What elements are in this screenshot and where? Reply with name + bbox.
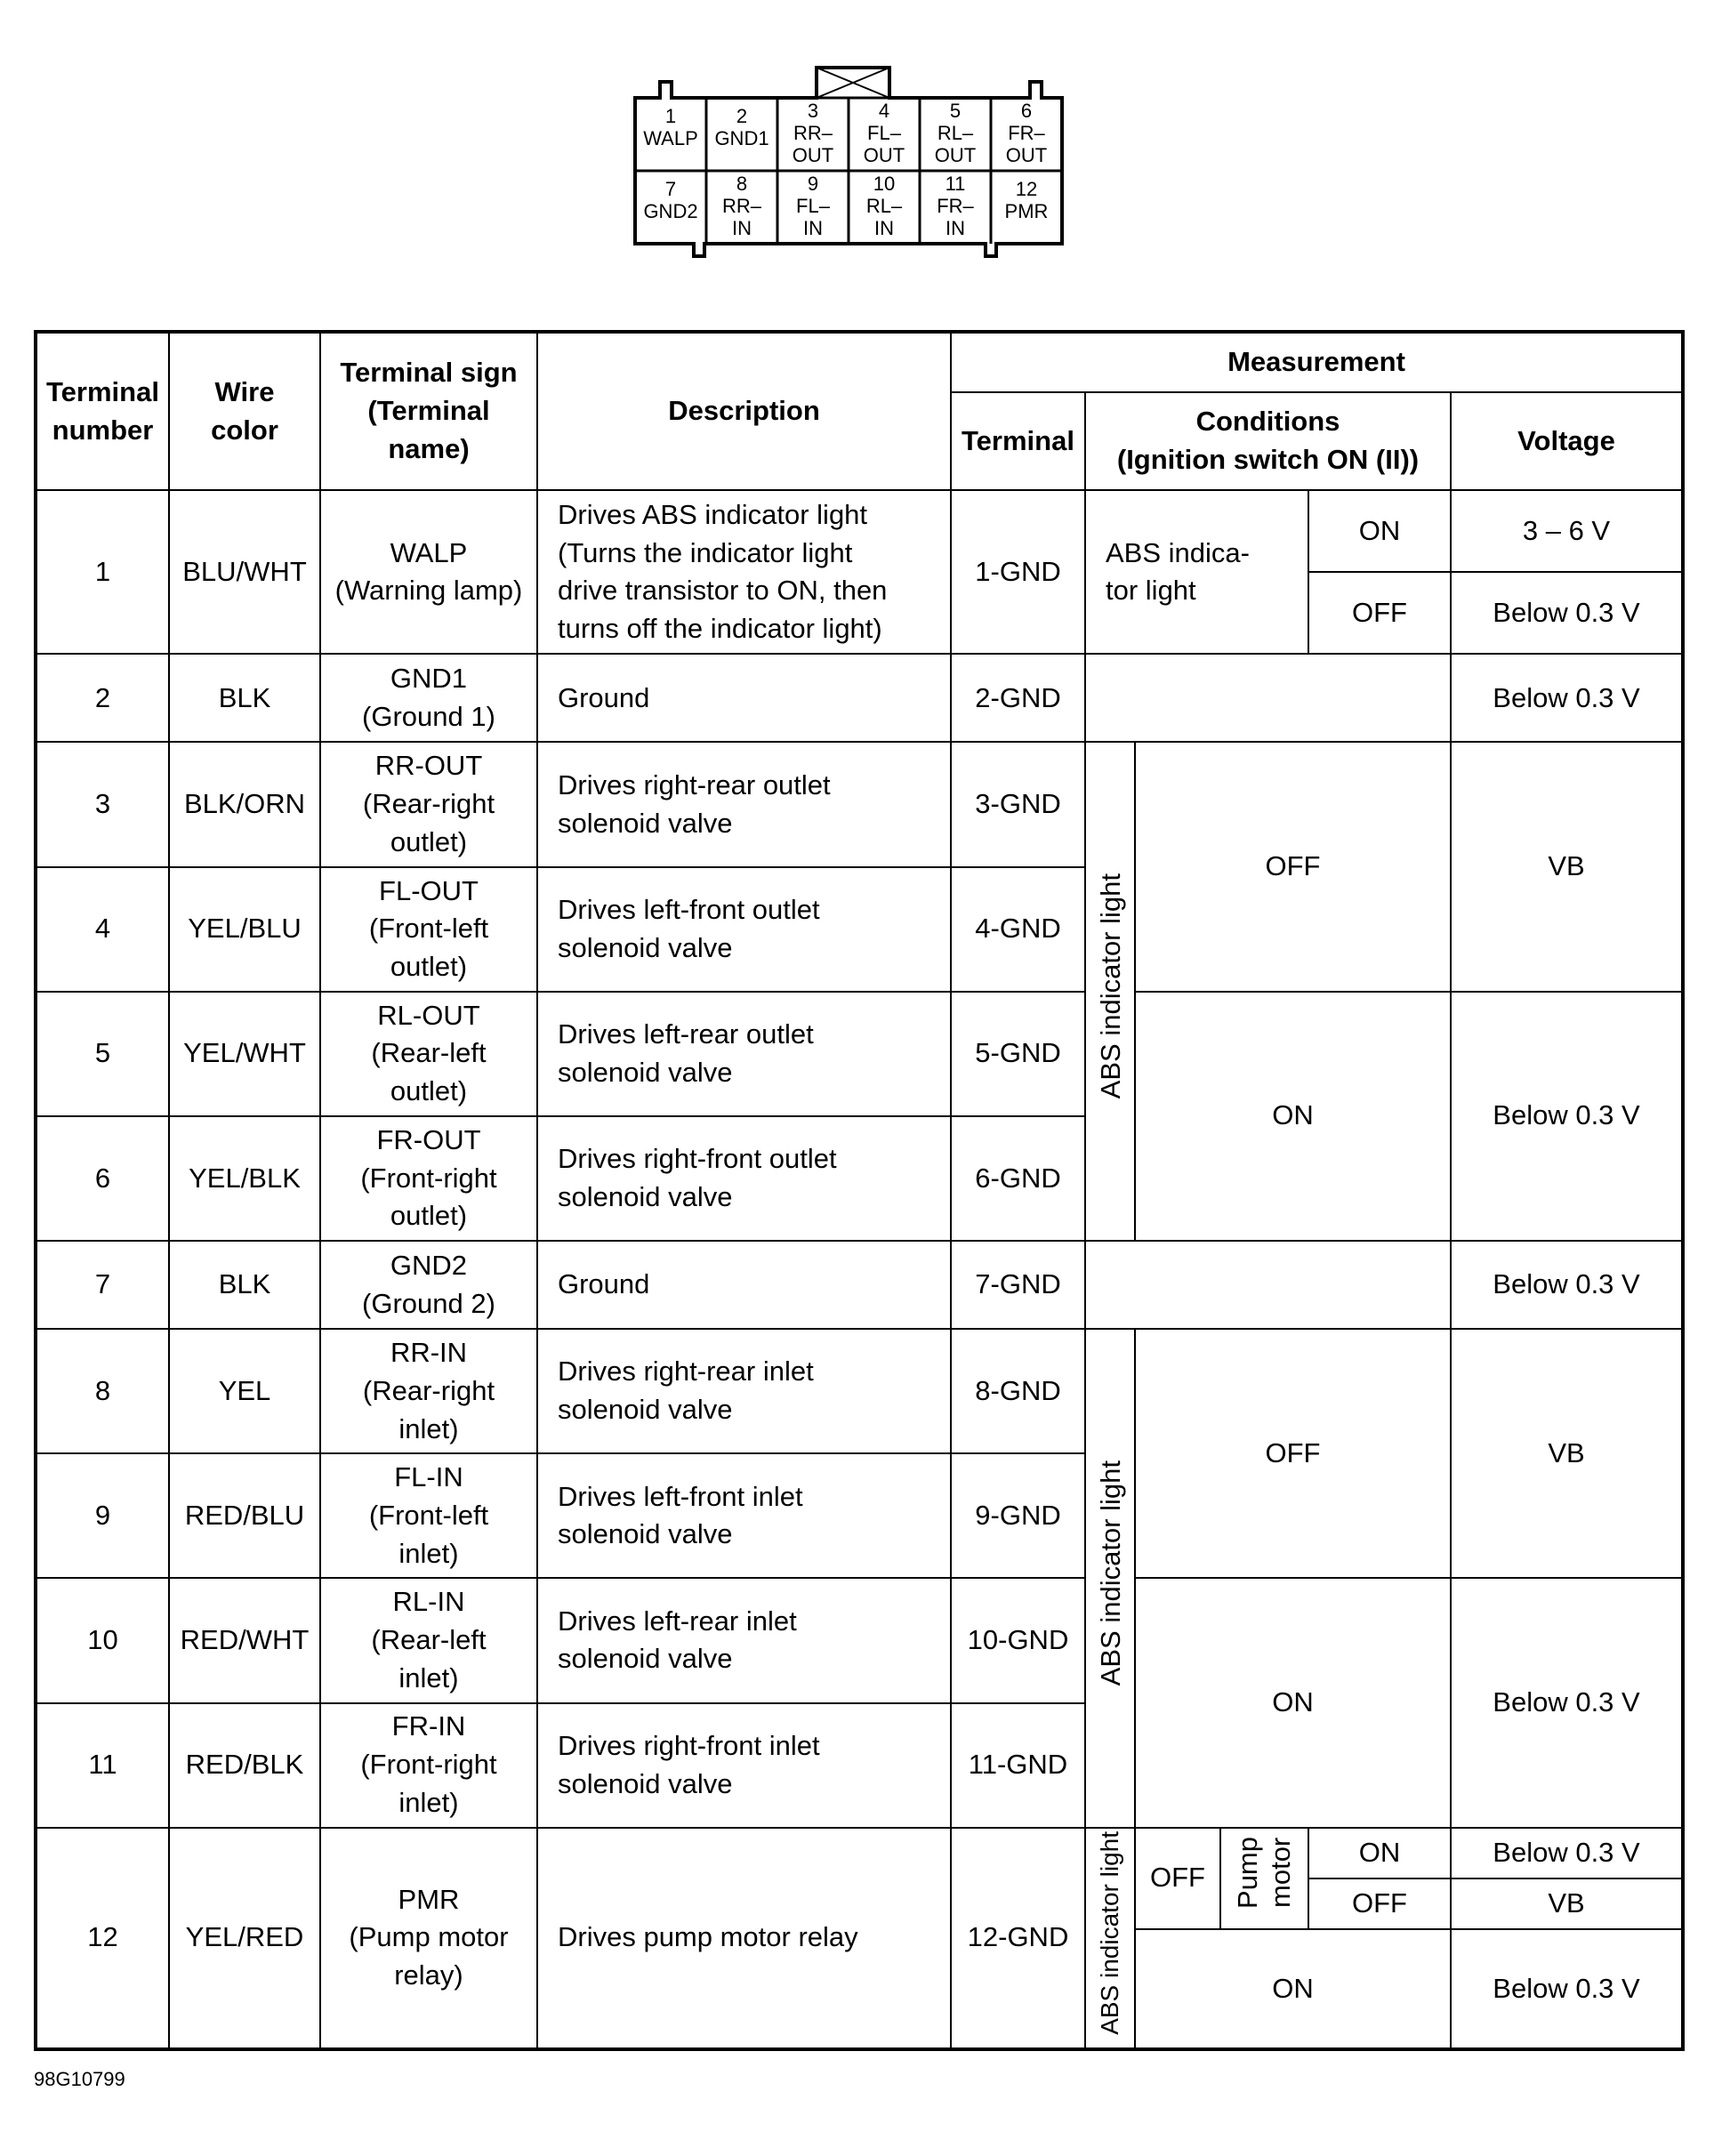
pin-number: 5 [949, 100, 962, 122]
terminal-number: 8 [36, 1329, 169, 1453]
pin-label: OUT [792, 144, 834, 166]
pin-label: OUT [1005, 144, 1048, 166]
condition-abs-indicator-light: ABS indicator light [1085, 1828, 1135, 2049]
table-row [36, 654, 1683, 742]
terminal-sign: RL-OUT (Rear-left outlet) [320, 992, 537, 1116]
measure-terminal: 3-GND [951, 742, 1085, 866]
pin-label: FR– [937, 195, 974, 217]
header-terminal-sign: Terminal sign (Terminal name) [320, 332, 537, 490]
condition-abs-indicator-light: ABS indicator light [1085, 742, 1135, 1241]
connector-pin [793, 100, 833, 166]
connector-diagram [623, 62, 1067, 276]
pin-number: 3 [807, 100, 819, 122]
pin-number: 1 [664, 105, 677, 127]
wire-color: YEL/WHT [169, 992, 320, 1116]
voltage: VB [1451, 742, 1683, 991]
condition-off: OFF [1308, 1878, 1451, 1929]
terminal-number: 3 [36, 742, 169, 866]
header-description: Description [537, 332, 951, 490]
measure-terminal: 12-GND [951, 1828, 1085, 2049]
measure-terminal: 5-GND [951, 992, 1085, 1116]
description: Drives right-front inlet solenoid valve [537, 1703, 951, 1828]
terminal-sign: FL-IN (Front-left inlet) [320, 1453, 537, 1578]
table-row [36, 490, 1683, 572]
header-measurement: Measurement [951, 332, 1683, 392]
terminal-number: 7 [36, 1241, 169, 1329]
header-wire-color: Wire color [169, 332, 320, 490]
figure-id: 98G10799 [34, 2068, 125, 2090]
description: Ground [537, 654, 951, 742]
measure-terminal: 8-GND [951, 1329, 1085, 1453]
description: Drives left-rear outlet solenoid valve [537, 992, 951, 1116]
description: Drives ABS indicator light (Turns the indicator light drive transistor to ON, then turns off the indicator light) [537, 490, 951, 654]
pin-label: RL– [937, 122, 974, 144]
terminal-sign: FR-IN (Front-right inlet) [320, 1703, 537, 1828]
measure-terminal: 7-GND [951, 1241, 1085, 1329]
voltage: Below 0.3 V [1451, 1929, 1683, 2049]
voltage: VB [1451, 1329, 1683, 1578]
terminal-number: 11 [36, 1703, 169, 1828]
connector-pin [864, 100, 905, 166]
wire-color: RED/BLK [169, 1703, 320, 1828]
pin-label: FL– [867, 122, 901, 144]
terminal-number: 1 [36, 490, 169, 654]
connector-pin [796, 173, 831, 239]
header-voltage: Voltage [1451, 392, 1683, 490]
terminal-number: 12 [36, 1828, 169, 2049]
pin-number: 2 [736, 105, 748, 127]
table-row [36, 992, 1683, 1116]
wire-color: YEL/RED [169, 1828, 320, 2049]
pin-number: 6 [1020, 100, 1033, 122]
measure-terminal: 1-GND [951, 490, 1085, 654]
pin-label: RR– [793, 122, 833, 144]
description: Drives pump motor relay [537, 1828, 951, 2049]
connector-pin [1005, 178, 1049, 222]
table-row [36, 742, 1683, 866]
connector-pin [722, 173, 762, 239]
pin-label: FL– [796, 195, 830, 217]
connector-pin [643, 178, 697, 222]
connector-pin [866, 173, 903, 239]
description: Ground [537, 1241, 951, 1329]
connector-pin [643, 105, 698, 149]
condition-off: OFF [1135, 1329, 1451, 1578]
wire-color: BLK/ORN [169, 742, 320, 866]
voltage: Below 0.3 V [1451, 992, 1683, 1241]
condition-pump-motor: Pump motor [1220, 1828, 1308, 1929]
wire-color: BLK [169, 654, 320, 742]
table-row [36, 1578, 1683, 1702]
terminal-sign: GND1 (Ground 1) [320, 654, 537, 742]
voltage: VB [1451, 1878, 1683, 1929]
pin-label: WALP [643, 127, 698, 149]
table-row [36, 1329, 1683, 1453]
measure-terminal: 9-GND [951, 1453, 1085, 1578]
description: Drives left-front outlet solenoid valve [537, 867, 951, 992]
condition-on: ON [1135, 1578, 1451, 1827]
terminal-sign: RL-IN (Rear-left inlet) [320, 1578, 537, 1702]
condition-off: OFF [1308, 572, 1451, 654]
pin-number: 4 [878, 100, 890, 122]
terminal-sign: RR-OUT (Rear-right outlet) [320, 742, 537, 866]
condition-on: ON [1135, 992, 1451, 1241]
connector-pin [1006, 100, 1047, 166]
condition-empty [1085, 654, 1451, 742]
voltage: Below 0.3 V [1451, 572, 1683, 654]
pin-number: 8 [736, 173, 748, 195]
measure-terminal: 2-GND [951, 654, 1085, 742]
voltage: Below 0.3 V [1451, 1578, 1683, 1827]
voltage: Below 0.3 V [1451, 654, 1683, 742]
condition-on: ON [1135, 1929, 1451, 2049]
pin-number: 9 [807, 173, 819, 195]
connector-pin [935, 100, 976, 166]
measure-terminal: 6-GND [951, 1116, 1085, 1241]
measure-terminal: 10-GND [951, 1578, 1085, 1702]
wire-color: YEL [169, 1329, 320, 1453]
description: Drives right-front outlet solenoid valve [537, 1116, 951, 1241]
terminal-table [34, 330, 1685, 2051]
description: Drives right-rear outlet solenoid valve [537, 742, 951, 866]
pin-label: OUT [934, 144, 977, 166]
terminal-number: 2 [36, 654, 169, 742]
voltage: Below 0.3 V [1451, 1241, 1683, 1329]
pin-label: RL– [865, 195, 903, 217]
pin-label: IN [874, 217, 894, 239]
pin-label: GND2 [643, 200, 698, 222]
pin-label: FR– [1008, 122, 1045, 144]
terminal-sign: WALP (Warning lamp) [320, 490, 537, 654]
wire-color: YEL/BLK [169, 1116, 320, 1241]
condition-abs-indicator-light: ABS indicator light [1085, 1329, 1135, 1828]
terminal-sign: RR-IN (Rear-right inlet) [320, 1329, 537, 1453]
pin-number: 11 [945, 173, 966, 195]
condition-empty [1085, 1241, 1451, 1329]
condition-on: ON [1308, 1828, 1451, 1878]
wire-color: BLU/WHT [169, 490, 320, 654]
condition-off: OFF [1135, 1828, 1220, 1929]
condition-on: ON [1308, 490, 1451, 572]
table-row [36, 1241, 1683, 1329]
table-row [36, 1828, 1683, 1878]
terminal-sign: FR-OUT (Front-right outlet) [320, 1116, 537, 1241]
pin-number: 12 [1015, 178, 1038, 200]
pin-label: IN [803, 217, 823, 239]
pin-label: RR– [721, 195, 762, 217]
terminal-number: 4 [36, 867, 169, 992]
terminal-sign: FL-OUT (Front-left outlet) [320, 867, 537, 992]
condition-off: OFF [1135, 742, 1451, 991]
terminal-sign: GND2 (Ground 2) [320, 1241, 537, 1329]
terminal-number: 6 [36, 1116, 169, 1241]
description: Drives left-rear inlet solenoid valve [537, 1578, 951, 1702]
terminal-sign: PMR (Pump motor relay) [320, 1828, 537, 2049]
connector-pin [937, 173, 974, 239]
terminal-number: 10 [36, 1578, 169, 1702]
wire-color: RED/BLU [169, 1453, 320, 1578]
terminal-number: 5 [36, 992, 169, 1116]
pin-label: PMR [1004, 200, 1049, 222]
condition-abs-light: ABS indica- tor light [1085, 490, 1308, 654]
header-conditions: Conditions (Ignition switch ON (II)) [1085, 392, 1451, 490]
pin-number: 7 [664, 178, 677, 200]
pin-label: IN [946, 217, 965, 239]
pin-label: GND1 [714, 127, 769, 149]
voltage: 3 – 6 V [1451, 490, 1683, 572]
pin-number: 10 [873, 173, 896, 195]
measure-terminal: 11-GND [951, 1703, 1085, 1828]
terminal-number: 9 [36, 1453, 169, 1578]
voltage: Below 0.3 V [1451, 1828, 1683, 1878]
measure-terminal: 4-GND [951, 867, 1085, 992]
description: Drives right-rear inlet solenoid valve [537, 1329, 951, 1453]
wire-color: BLK [169, 1241, 320, 1329]
description: Drives left-front inlet solenoid valve [537, 1453, 951, 1578]
connector-pin [714, 105, 768, 149]
wire-color: YEL/BLU [169, 867, 320, 992]
header-terminal-number: Terminal number [36, 332, 169, 490]
wire-color: RED/WHT [169, 1578, 320, 1702]
pin-label: OUT [863, 144, 905, 166]
pin-label: IN [732, 217, 752, 239]
header-terminal: Terminal [951, 392, 1085, 490]
